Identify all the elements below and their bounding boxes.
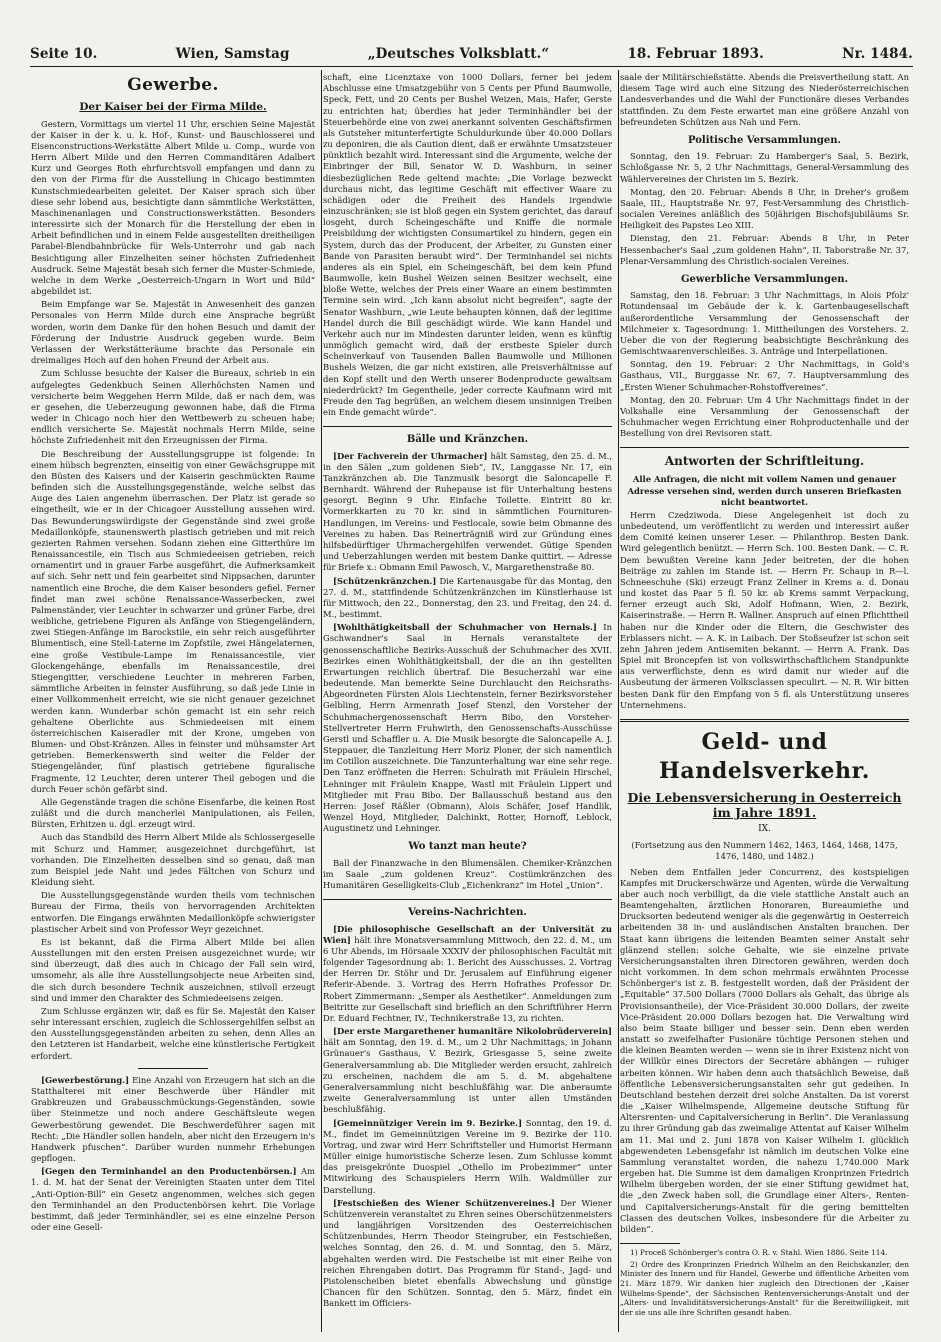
section-title-tanz: Wo tanzt man heute? bbox=[408, 841, 527, 853]
section-divider bbox=[323, 426, 612, 427]
item-lead: [Der Fachverein der Uhrmacher] bbox=[333, 450, 488, 461]
article-title-kaiser: Der Kaiser bei der Firma Milde. bbox=[79, 100, 267, 113]
paragraph bbox=[323, 924, 612, 1025]
paragraph bbox=[323, 1118, 612, 1196]
item-text: Sonntag, den 19. d. M., findet im Gemeinnützigen Vereine im 9. Bezirke der 110. Vortrag, und zwar wird Herr Schriftsteller und Humorist Hermann Müller einige humoristische Scherze lesen. Zum Schlusse kommt das preisgekrönte Duospiel „Othello im Probezimmer“ unter Mitwirkung des Schauspielers Herrn Wilh. Waldmüller zur Darstellung. bbox=[323, 1117, 612, 1195]
column-divider bbox=[321, 70, 322, 1332]
item-lead: [Schützenkränzchen.] bbox=[333, 575, 437, 586]
column-divider bbox=[618, 70, 619, 1332]
column-1 bbox=[31, 72, 320, 1324]
item-text: Die Kartenausgabe für das Montag, den 27. d. M., stattfindende Schützenkränzchen im Künstlerhause ist für Mittwoch, den 22., Donnerstag, den 23. und Freitag, den 24. d. M., bestimmt. bbox=[323, 575, 612, 620]
section-divider bbox=[620, 719, 909, 722]
paragraph bbox=[323, 1198, 612, 1310]
article-title-lebensversicherung: Die Lebensversicherung in Oesterreich im Jahre 1891. bbox=[627, 790, 902, 821]
page-number: Seite 10. bbox=[30, 46, 98, 62]
footnote: 1) Proceß Schönberger's contra O. R. v. Stahl. Wien 1886. Seite 114. bbox=[630, 1248, 888, 1258]
item-text: hält ihre Monatsversammlung Mittwoch, den 22. d. M., um 6 Uhr Abends, im Hörsaale XXXIV der philosophischen Facultät mit folgender Tagesordnung ab: 1. Bericht des Ausschusses. 2. Vortrag der Herren Dr. Stöhr und Dr. Jerusalem auf Einführung eigener Referir-Abende. 3. Vortrag des Herrn Hofrathes Professor Dr. Robert Zimmermann: „Semper als Aesthetiker“. Anmeldungen zum Beitritte zur Gesellschaft sind brieflich an den Schriftführer Herrn Dr. Eduard Fechtner, IV., Technikerstraße 13, zu richten. bbox=[323, 934, 612, 1023]
item-lead: [Gegen den Terminhandel an den Productenbörsen.] bbox=[41, 1166, 297, 1177]
item-lead: [Gemeinnütziger Verein im 9. Bezirke.] bbox=[333, 1117, 523, 1128]
paragraph: Die Ausstellungsgegenstände wurden theils vom technischen Bureau der Firma, theils von hervorragenden Architekten entworfen. Die Eingangs erwähnten Medaillonköpfe schwierigster plastischer Arbeit sind von Professor Weyr gezeichnet. bbox=[31, 890, 315, 934]
header-date: 18. Februar 1893. bbox=[627, 46, 764, 62]
section-title-gewerbe: Gewerbe. bbox=[127, 75, 219, 95]
header-issue: Nr. 1484. bbox=[842, 46, 913, 62]
item-lead: [Der erste Margarethener humanitäre Nikolobrüderverein] bbox=[333, 1026, 612, 1037]
paragraph: Beim Empfange war Se. Majestät in Anwesenheit des ganzen Personales von Herrn Milde durch eine Ansprache begrüßt worden, worin dem Danke für den hohen Besuch und damit der Förderung der Industrie Ausdruck gegeben wurde. Beim Verlassen der Werkstätteräume brachte das Personale ein dreimaliges Hoch auf den hohen Freund der Arbeit aus. bbox=[31, 299, 315, 366]
answers-intro: Alle Anfragen, die nicht mit vollem Namen und genauer Adresse versehen sind, werden durch unseren Briefkasten nicht beantwortet. bbox=[627, 474, 902, 507]
section-divider bbox=[620, 447, 909, 448]
item-lead: [Wohlthätigkeitsball der Schuhmacher von Hernals.] bbox=[333, 622, 597, 633]
paragraph: Dienstag, den 21. Februar: Abends 8 Uhr, in Peter Hessenbacher's Saal „zum goldenen Hahn“, II. Taborstraße Nr. 37, Plenar-Versammlung des Christlich-socialen Vereines. bbox=[620, 233, 909, 266]
paragraph: Montag, den 20. Februar: Abends 8 Uhr, in Dreher's großem Saale, III., Hauptstraße Nr. 97, Fest-Versammlung des Christlich-socialen Vereines anläßlich des 50jährigen Bischofsjubiläums Sr. Heiligkeit des Papstes Leo XIII. bbox=[620, 186, 909, 231]
paragraph bbox=[323, 451, 612, 574]
article-divider bbox=[138, 1068, 208, 1069]
paragraph bbox=[31, 1075, 315, 1164]
item-text: Am 1. d. M. hat der Senat der Vereinigten Staaten unter dem Titel „Anti-Option-Bill“ ein Gesetz angenommen, welches sich gegen den Terminhandel an den Productenbörsen kehrt. Die Vorlage bestimmt, daß jeder Terminhändler, sei es eine einzelne Person oder eine Gesell- bbox=[31, 1166, 315, 1233]
section-title-antworten: Antworten der Schriftleitung. bbox=[664, 454, 865, 469]
column-3 bbox=[620, 72, 914, 1324]
paragraph-continued: saale der Militärschießstätte. Abends die Preisvertheilung statt. An diesem Tage wird auch eine Sitzung des Niederösterreichischen Landesverbandes und die Wahl der Functionäre dieses Verbandes stattfinden. Zu dem Feste erwartet man eine größere Anzahl von befreundeten Schützen aus Nah und Fern. bbox=[620, 72, 909, 127]
header-rule bbox=[30, 66, 913, 67]
section-title-vereine: Vereins-Nachrichten. bbox=[408, 907, 527, 919]
section-title-politische: Politische Versammlungen. bbox=[688, 134, 841, 146]
article-part: IX. bbox=[758, 824, 771, 835]
paragraph: Zum Schlusse ergänzen wir, daß es für Se. Majestät den Kaiser sehr interessant erschien, zugleich die Schlossergehilfen selbst an den Ausstellungsgegenständen arbeiten zu sehen, denn Alles an den Letzteren ist Handarbeit, welche eine künstlerische Fertigkeit erfordert. bbox=[31, 1005, 315, 1061]
continuation-note: (Fortsetzung aus den Nummern 1462, 1463, 1464, 1468, 1475, 1476, 1480, und 1482.) bbox=[631, 840, 898, 862]
paragraph: Samstag, den 18. Februar: 3 Uhr Nachmittags, in Alois Pfolz' Rotundensaal im Gebäude der k. k. Gartenbaugesellschaft außerordentliche Versammlung der Genossenschaft der Milchmeier x. Tagesordnung: 1. Mittheilungen des Vorstehers. 2. Ueber die von der Regierung beabsichtigte Beschränkung des Gemischtwaarenverschleißes. 3. Anträge und Interpellationen. bbox=[620, 290, 909, 357]
header-paper-name: „Deutsches Volksblatt.“ bbox=[367, 46, 550, 62]
item-lead: [Die philosophische Gesellschaft an der Universität zu Wien] bbox=[323, 923, 612, 945]
footnote-rule bbox=[620, 1243, 680, 1244]
section-divider bbox=[323, 899, 612, 900]
paragraph: Gestern, Vormittags um viertel 11 Uhr, erschien Seine Majestät der Kaiser in der k. u. k. Hof-, Kunst- und Bauschlosserei und Eisenconstructions-Werkstätte Albert Milde u. Comp., wurde von Herrn Albert Milde und den Herren Commanditären Adalbert Kurz und Georges Roth ehrfurchtsvoll empfangen und dann zu den von der Firma für die Ausstellung in Chicago bestimmten Kunstschmiedearbeiten geleitet. Der Kaiser sprach sich über diese sehr lobend aus, besichtigte dann sämmtliche Werkstätten, Maschinenanlagen und Constructionswerkstätten. Besonders interessirte sich der Monarch für die Herstellung der eben in Arbeit befindlichen und in einem Felde ausgestellten dreitheiligen Parabel-Blendbahnbrücke für Wels-Unterrohr und gab nach Besichtigung aller Einzelheiten seiner höchsten Zufriedenheit Ausdruck. Seine Majestät besah sich ferner die Muster-Schmiede, welche in dem Werke „Oesterreich-Ungarn in Wort und Bild“ abgebildet ist. bbox=[31, 118, 315, 297]
paragraph bbox=[323, 1026, 612, 1115]
column-2 bbox=[323, 72, 617, 1324]
item-text: Der Wiener Schützenverein veranstaltet zu Ehren seines Oberschützenmeisters und langjährigen Vorsitzenden des Oesterreichischen Schützenbundes, Herrn Theodor Steingruber, ein Festschießen, welches Sonntag, den 26. d. M. und Sonntag, den 5. März, abgehalten werden wird. Die Festscheibe ist mit einer Reihe von reichen Ehrengaben dotirt. Das Programm für Stand-, Jagd- und Pistolenscheiben bietet ebenfalls Abwechslung und günstige Chancen für den Schützen. Sonntag, den 5. März, findet ein Bankett im Officiers- bbox=[323, 1197, 612, 1309]
header-city-day: Wien, Samstag bbox=[175, 46, 290, 62]
paragraph: Auch das Standbild des Herrn Albert Milde als Schlossergeselle mit Schurz und Hammer, ausgezeichnet durchgeführt, ist vorhanden. Die Einzelheiten desselben sind so genau, daß man zum Beispiel jede Naht und jedes Fältchen von Schurz und Kleidung sieht. bbox=[31, 832, 315, 888]
paragraph-continued: schaft, eine Licenztaxe von 1000 Dollars, ferner bei jedem Abschlusse eine Umsatzgebühr von 5 Cents per Pfund Baumwolle, Speck, Fett, und 20 Cents per Bushel Weizen, Mais, Hafer, Gerste zu entrichten hat; überdies hat jeder Terminhändler bei der Steuerbehörde eine von zwei anerkannt solventen Geschäftsfirmen als Gutsteher mitunterfertigte Schuldurkunde über 40.000 Dollars zu deponiren, die als Caution dient, daß er erwähnte Umsatzsteuer pünktlich bezahlt wird. Interessant sind die Argumente, welche der Einbringer der Bill, Senator W. D. Washburn, in seiner diesbezüglichen Rede geltend machte: „Die Vorlage bezweckt durchaus nicht, das legitime Geschäft mit effectiver Waare zu schädigen oder die Freiheit des Handels irgendwie einzuschränken; sie ist bloß gegen ein System gerichtet, das darauf losgeht, durch Scheingeschäfte und Kniffe die normale Preisbildung der wichtigsten Consumartikel zu hindern, gegen ein System, durch das der Producent, der Arbeiter, zu Gunsten einer Bande von Parasiten beraubt wird“. Der Terminhandel sei nichts anderes als ein Spiel, ein Scheingeschäft, bei dem kein Pfund Baumwolle, kein Bushel Weizen seinen Besitzer wechselt, eine bloße Wette, welches der Preis einer Waare an einem bestimmten Termine sein wird. „Ich kann absolut nicht begreifen“, sagte der Senator Washburn, „wie Leute behaupten können, daß der legitime Handel durch die Bill geschädigt würde. Wie kann Handel und Verkehr auch nur im Mindesten darunter leiden, wenn es künftig unmöglich gemacht wird, daß der erstbeste Spieler durch Scheinverkauf von Tausenden Ballen Baumwolle und Millionen Bushels Weizen, die gar nicht existiren, alle Preisverhältnisse auf den Kopf stellt und den Werth unserer Bodenproducte gewaltsam niederdrückt? Im Gegentheile, jeder correcte Kaufmann wird mit Freude den Tag begrüßen, an welchem diesem unsinnigen Treiben ein Ende gemacht würde“. bbox=[323, 72, 612, 418]
paragraph: Ball der Finanzwache in den Blumensälen. Chemiker-Kränzchen im Saale „zum goldenen Kreuz“. Costümkränzchen des Humanitären Geselligkeits-Club „Eichenkranz“ im Hotel „Union“. bbox=[323, 857, 612, 891]
section-title-baelle: Bälle und Kränzchen. bbox=[406, 434, 529, 446]
paragraph: Zum Schlusse besuchte der Kaiser die Bureaux, schrieb in ein aufgelegtes Gedenkbuch Seinen Allerhöchsten Namen und versicherte beim Weggehen Herrn Milde, daß er nach dem, was er gesehen, die Ueberzeugung gewonnen habe, daß die Firma weder in Chicago noch hier den Wettbewerb zu scheuen habe; endlich versicherte Se. Majestät nochmals Herrn Milde, seine höchste Zufriedenheit mit den Erzeugnissen der Firma. bbox=[31, 368, 315, 446]
item-text: In Gschwandner's Saal in Hernals veranstaltete der genossenschaftliche Bezirks-Ausschuß der Schuhmacher des XVII. Bezirkes einen Wohlthätigkeitsball, der die an ihn gestellten Erwartungen reichlich übertraf. Die Besucherzahl war eine bedeutende. Man bemerkte Seine Durchlaucht den Reichsraths-Abgeordneten Fürsten Alois Liechtenstein, ferner Bezirksvorsteher Gelbling, Herrn Armenrath Josef Stenzl, den Vorsteher der Schuhmachergenossenschaft Herrn Bibo, den Vorsteher-Stellvertreter Herrn Fruhwirth, den Genossenschafts-Ausschüsse Gerstl und Schaffler u. A. Die Musik besorgte die Saloncapelle A. J. Steppauer, die Tanzleitung Herr Moriz Ploner, der sich namentlich im Cotillon auszeichnete. Die Tanzunterhaltung war eine sehr rege. Den Tanz eröffneten die Herren: Schulrath mit Fräulein Hirschel, Lehninger mit Fräulein Knappe, Wastl mit Fräulein Lippert und Mitglieder mit Frau Bibo. Der Ballausschuß bestand aus den Herren: Josef Räßler (Obmann), Alois Schäfer, Josef Handlik, Wenzel Hoyd, Mitglieder, Dalchinkt, Rotter, Hornoff, Leblock, Augustinetz und Lehninger. bbox=[323, 622, 612, 834]
item-text: hält Samstag, den 25. d. M., in den Sälen „zum goldenen Sieb“, IV., Langgasse Nr. 17, ein Tanzkränzchen ab. Die Tanzmusik besorgt die Saloncapelle F. Bernhardt. Während der Ruhepause ist für Unterhaltung bestens gesorgt. Beginn 9 Uhr. Einfache Toilette. Eintritt 80 kr. Vormerkkarten zu 70 kr. sind in sämmtlichen Fournituren-Handlungen, im Vereins- und Festlocale, sowie beim Obmanne des Vereines zu haben. Das Reinerträgniß wird zur Gründung eines hilfsbedürftiger Uhrmachergehilfen verwendet. Gütige Spenden und Ueberzahlungen werden mit bestem Danke quittirt. — Adresse für Briefe x.: Obmann Emil Pawosch, V., Margarethenstraße 80. bbox=[323, 450, 612, 573]
footnote: 2) Ordre des Kronprinzen Friedrich Wilhelm an den Reichskanzler, den Minister des Innern und für Handel, Gewerbe und öffentliche Arbeiten vom 21. März 1879. Wir danken hier zugleich den Directionen der „Kaiser Wilhelms-Spende“, der Sächsischen Rentenversicherungs-Anstalt und der „Alters- und Invaliditätsversicherungs-Anstalt“ für die Bereitwilligkeit, mit der sie uns alle ihre Schriften gesandt haben. bbox=[620, 1259, 909, 1317]
section-title-geld: Geld- und Handelsverkehr. bbox=[659, 728, 870, 785]
paragraph: Herrn Czedziwoda. Diese Angelegenheit ist doch zu unbedeutend, um veröffentlicht zu werden und interessirt außer dem Comité keinen unserer Leser. — Philanthrop. Besten Dank. Wird gelegentlich benützt. — Herrn Sch. 100. Besten Dank. — C. R. Dem bewußten Vereine kann Jeder beitreten, der die hohen Beiträge zu zahlen im Stande ist. — Herrn Fr. Schaup in R—l. Schneeschuhe (Ski) erzeugt Franz Zellner in Krems a. d. Donau und kostet das Paar 5 fl. 50 kr. ab Krems sammt Verpackung, ferner erzeugt auch Ski, Adolf Hofmann, Wien, 2. Bezirk, Kaiserinstraße. — Herrn R. Wallner. Anspruch auf einen Pflichttheil haben nur die Kinder oder die Eltern, die Geschwister des Erblassers nicht. — A. K. in Laibach. Der Stoßseufzer ist schon seit zehn Jahren jedem Antisemiten bekannt. — Herrn A. Frank. Das Spiel mit Broncepfen ist von volkswirthschaftlichem Standpunkte aus verwerflichste, denn es wird damit nur wieder auf die Ausbeutung der ärmeren Volksclassen speculirt. — N. R. Wir bitten besten Dank für den Empfang von 5 fl. als Unterstützung unseres Unternehmens. bbox=[620, 509, 909, 710]
paragraph: Es ist bekannt, daß die Firma Albert Milde bei allen Ausstellungen mit den ersten Preisen ausgezeichnet wurde; wir sind überzeugt, daß dies auch in Chicago der Fall sein wird, umsomehr, als alle ihre Ausstellungsobjecte neue Arbeiten sind, die sich durch besondere Technik auszeichnen, stilvoll erzeugt sind und immer den Charakter des Schmiedeeisens zeigen. bbox=[31, 936, 315, 1003]
paragraph: Sonntag, den 19. Februar: 2 Uhr Nachmittags, in Gold's Gasthaus, VII., Burggasse Nr. 67, 7. Hauptversammlung des „Ersten Wiener Schuhmacher-Rohstoffvereines“. bbox=[620, 359, 909, 392]
paragraph: Die Beschreibung der Ausstellungsgruppe ist folgende: In einem hübsch begrenzten, einseitig von einer Gewächsgruppe mit den Büsten des Kaisers und der Kaiserin geschmückten Raume befinden sich die Ausstellungsgegenstände, welche selbst das Auge des Laien angenehm überraschen. Der Platz ist gerade so eingetheilt, wie er in der Chicagoer Ausstellung aussehen wird. Das Bewunderungswürdigste der Gegenstände sind zwei große Medaillonköpfe, staunenswerth plastisch getrieben und mit reich gezierten Rahmen versehen. Sodann ziehen eine Gitterthüre im Renaissancestile, ein Tisch aus Schmiedeeisen getrieben, reich ornamentirt und in grauer Farbe ausgeführt, die Aufmerksamkeit auf sich. Sehr nett und fein gearbeitet sind Nippsachen, darunter namentlich eine Broche, die dem Kaiser besonders gefiel. Ferner findet man zwei schöne Renaissance-Wasserbecken, zwei Palmenständer, vier Leuchter in schwarzer und grüner Farbe, drei weibliche, getriebene Figuren als Anfänge von Stiegengeländern, zwei Stiegen-Anfänge im Barockstile, ein sehr reich ausgeführter Blumentisch, eine Stell-Laterne im Zopfstile, zwei Hängelaternen, eine große Vestibule-Lampe im Renaissancestile, vier Glockengehänge, ebenfalls im Renaissancestile, drei Stiegengitter, verschiedene Leuchter in mehreren Farben, sämmtliche Arbeiten in feinster Ausführung, so daß jede Linie in einer Vollkommenheit erreicht, wie sie nicht genauer gezeichnet werden kann. Wunderbar schön gemacht ist ein sehr reich gehaltene Oberlichte aus Schmiedeeisen mit einem österreichischen Kaiseradler mit der Krone, umgeben von Blumen- und Obst-Kränzen. Alles in feinster und mühsamster Art getrieben. Bemerkenswerth sind weiter die Felder der Stiegengeländer, fünf plastisch getriebene figuralische Fragmente, 12 Leuchter, deren unterer Theil gebogen und die durch Feuer schön gefärbt sind. bbox=[31, 448, 315, 794]
item-text: Eine Anzahl von Erzeugern hat sich an die Statthalterei mit einer Beschwerde über Händler mit Grabkreuzen und Grabausschmückungs-Gegenständen, sowie über Steinmetze und noch andere Geschäftsleute wegen Gewerbestörung gewendet. Die Beschwerdeführer sagen mit Recht: „Die Händler sollen handeln, aber nicht den Erzeugern in's Handwerk pfuschen“. Darüber wurden nunmehr Erhebungen gepflogen. bbox=[31, 1074, 316, 1164]
paragraph bbox=[323, 622, 612, 834]
section-title-gewerbliche: Gewerbliche Versammlungen. bbox=[680, 273, 849, 285]
item-text: hält am Sonntag, den 19. d. M., um 2 Uhr Nachmittags, in Johann Grünauer's Gasthaus, V. Bezirk, Griesgasse 5, seine zweite Generalversammlung ab. Die Mitglieder werden ersucht, zahlreich zu erscheinen, nachdem die am 5. d. M. abgehaltene Generalversammlung nicht beschlußfähig war. Die anberaumte zweite Generalversammlung ist unter allen Umständen beschlußfähig. bbox=[323, 1037, 612, 1115]
paragraph: Montag, den 20. Februar: Um 4 Uhr Nachmittags findet in der Volkshalle eine Versammlung der Genossenschaft der Schuhmacher wegen Errichtung einer Rohproductenhalle und der Bestellung von drei Revisoren statt. bbox=[620, 394, 909, 439]
paragraph: Neben dem Entfallen jeder Concurrenz, des kostspieligen Kampfes mit Druckerschwärze und Agenten, würde die Verwaltung aber auch noch verbilligt, da die viele stattliche Anstalt auch an Beamtengehalten, ärztlichen Honoraren, Bureaumiethe und Drucksorten bedeutend weniger als die gegenwärtig in Oesterreich arbeitenden 38 in- und ausländischen Anstalten brauchen. Der Staat kann übrigens die leitenden Beamten seiner Anstalt sehr glänzend stellen: solche Gehalte, wie sie einzelne private Versicherungsanstalten ihren Directoren gewähren, werden doch nicht vorkommen. In dem schon mehrmals erwähnten Processe Schönberger's ist z. B. festgestellt worden, daß der Präsident der „Equitable“ 37.500 Dollars (7000 Dollars als Gehalt, das übrige als Provisionsantheile), der Vice-Präsident 30.000 Dollars, der zweite Vice-Präsident 20.000 Dollars bezogen hat. Die Verwaltung wird also beim Staate billiger und besser sein. Denn eben werden anstatt so zweifelhafter Fusionäre tüchtige Personen stehen und die kleinen Beamten werden — wenn sie in ihrer Existenz nicht von der Willkür eines Directors der Secretäre abhängen — ruhiger arbeiten können. Wir haben denn auch thatsächlich Beweise, daß öffentliche Lebensversicherungsanstalten sehr gut gedeihen. In Deutschland bestehen derzeit drei solche Anstalten. Da ist vorerst die „Kaiser Wilhelmspende, Allgemeine deutsche Stiftung für Altersrenten- und Capitalversicherung in Berlin“. Die Veranlassung zu ihrer Gründung gab das zweimalige Attentat auf Kaiser Wilhelm am 11. Mai und 2. Juni 1878 von Kaiser Wilhelm I. glücklich abgewendeten Lebensgefahr ist nämlich im deutschen Volke eine Sammlung veranstaltet worden, die nahezu 1,740.000 Mark ergeben hat. Die Summe ist dem damaligen Kronprinzen Friedrich Wilhelm übergeben worden, der sie einer Stiftung gewidmet hat, die „den Zweck haben soll, die Grundlage einer Alters-, Renten- und Capitalversicherungs-Anstalt für die gering bemittelten Classen des deutschen Volkes, insbesondere für die Arbeiter zu bilden“. bbox=[620, 866, 909, 1234]
paragraph bbox=[323, 576, 612, 621]
paragraph: Sonntag, den 19. Februar: Zu Hamberger's Saal, 5. Bezirk, Schloßgasse Nr. 5, 2 Uhr Nachmittags, General-Versammlung des Wählervereines der Christen im 5. Bezirk. bbox=[620, 151, 909, 184]
page-header bbox=[30, 44, 913, 64]
item-lead: [Gewerbestörung.] bbox=[41, 1074, 130, 1085]
item-lead: [Festschießen des Wiener Schützenvereines.] bbox=[333, 1197, 555, 1208]
paragraph bbox=[31, 1166, 315, 1233]
paragraph: Alle Gegenstände tragen die schöne Eisenfarbe, die keinen Rost zuläßt und die durch mancherlei Manipulationen, als Feilen, Bürsten, Erhitzen u. dgl. erzeugt wird. bbox=[31, 796, 315, 830]
